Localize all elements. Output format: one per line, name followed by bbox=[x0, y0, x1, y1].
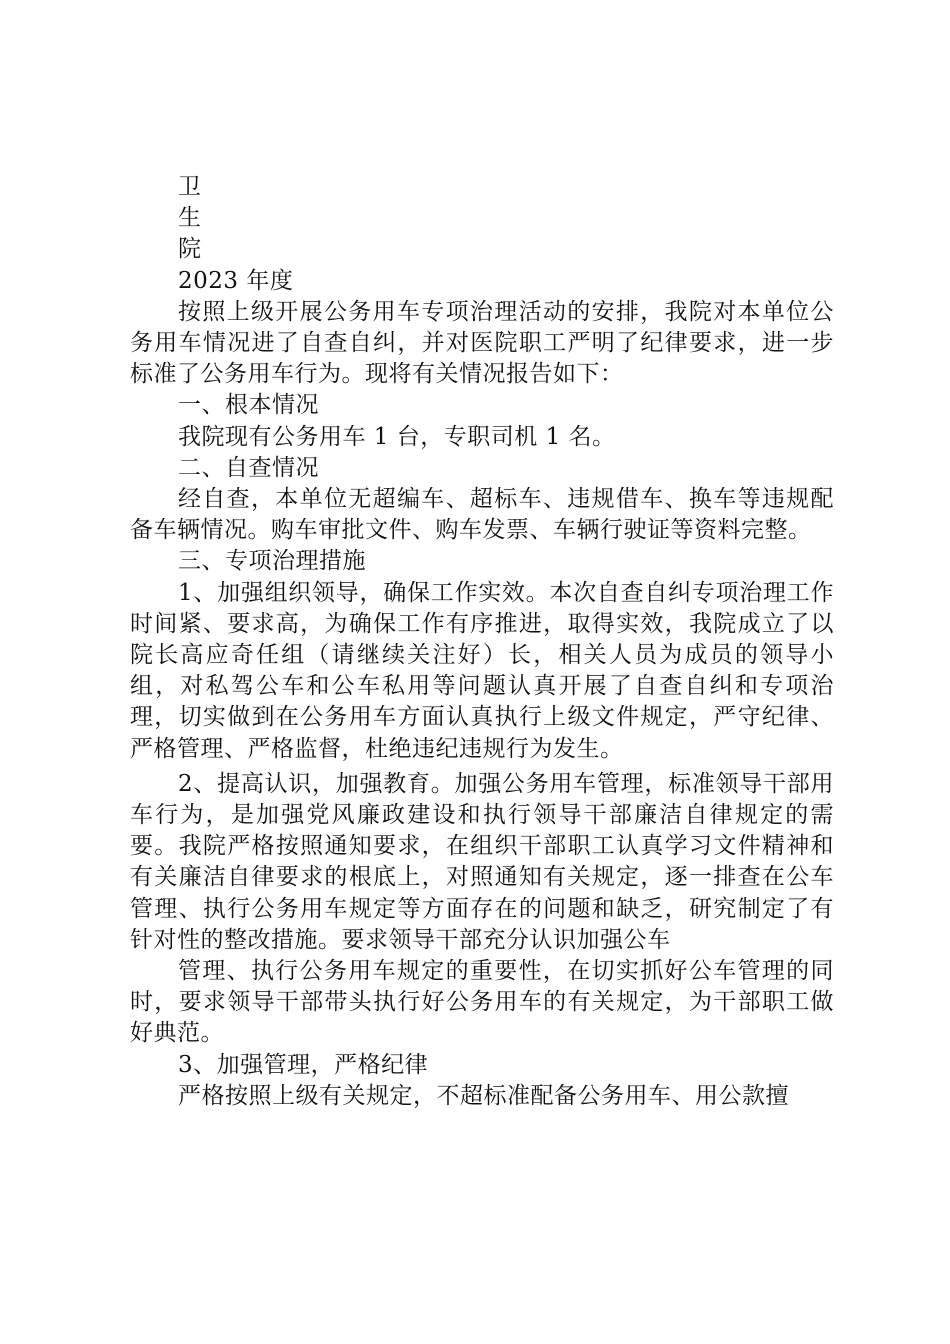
document-body bbox=[130, 172, 834, 1112]
measure1-paragraph: 1、加强组织领导，确保工作实效。本次自查自纠专项治理工作时间紧、要求高，为确保工作有序推进，取得实效，我院成立了以院长高应奇任组（请继续关注好）长，相关人员为成员的领导小组，对私驾公车和公车私用等问题认真开展了自查自纠和专项治理，切实做到在公务用车方面认真执行上级文件规定，严守纪律、严格管理、严格监督，杜绝违纪违规行为发生。 bbox=[130, 579, 834, 762]
measure2-continued: 管理、执行公务用车规定的重要性，在切实抓好公车管理的同时，要求领导干部带头执行好公务用车的有关规定，为干部职工做好典范。 bbox=[130, 957, 834, 1047]
section3-title: 三、专项治理措施 bbox=[178, 548, 366, 575]
section2-title: 二、自查情况 bbox=[178, 454, 319, 481]
header-char-3: 院 bbox=[178, 236, 202, 263]
year-line: 2023 年度 bbox=[178, 267, 294, 294]
intro-paragraph: 按照上级开展公务用车专项治理活动的安排，我院对本单位公务用车情况进了自查自纠，并对医院职工严明了纪律要求，进一步标准了公务用车行为。现将有关情况报告如下： bbox=[130, 298, 834, 388]
section1-body: 我院现有公务用车 1 台，专职司机 1 名。 bbox=[178, 423, 616, 450]
header-char-1: 卫 bbox=[178, 174, 202, 200]
header-char-2: 生 bbox=[178, 205, 202, 232]
section2-body: 经自查，本单位无超编车、超标车、违规借车、换车等违规配备车辆情况。购车审批文件、购车发票、车辆行驶证等资料完整。 bbox=[130, 485, 834, 544]
measure3-body: 严格按照上级有关规定，不超标准配备公务用车、用公款擅 bbox=[178, 1082, 789, 1109]
measure2-paragraph: 2、提高认识，加强教育。加强公务用车管理，标准领导干部用车行为，是加强党风廉政建设和执行领导干部廉洁自律规定的需要。我院严格按照通知要求，在组织干部职工认真学习文件精神和有关廉洁自律要求的根底上，对照通知有关规定，逐一排查在公车管理、执行公务用车规定等方面存在的问题和缺乏，研究制定了有针对性的整改措施。要求领导干部充分认识加强公车 bbox=[130, 770, 834, 953]
section1-title: 一、根本情况 bbox=[178, 392, 319, 419]
measure3-title: 3、加强管理，严格纪律 bbox=[178, 1051, 429, 1078]
